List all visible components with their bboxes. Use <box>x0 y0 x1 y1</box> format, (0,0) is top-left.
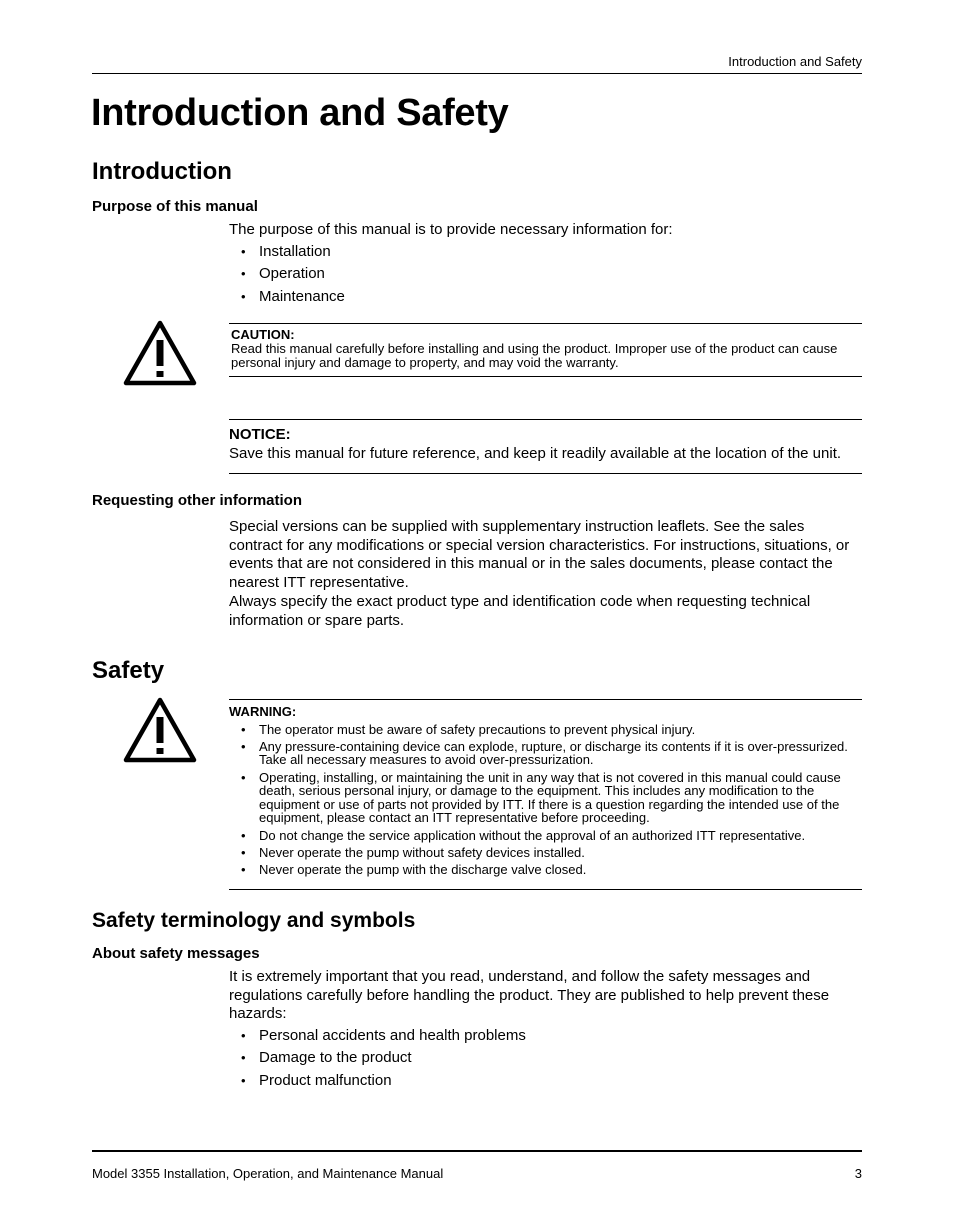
list-item: • Do not change the service application without the approval of an authorized ITT representative. <box>229 829 862 843</box>
notice-label: NOTICE: <box>229 426 291 443</box>
subheading-requesting: Requesting other information <box>92 492 302 509</box>
page-title: Introduction and Safety <box>91 92 509 134</box>
notice-text: Save this manual for future reference, and keep it readily available at the location of the unit. <box>229 444 842 462</box>
requesting-paragraph-1: Special versions can be supplied with supplementary instruction leaflets. See the sales contract for any modifications or special version characteristics. For instructions, situations, or events that are not considered in this manual or in the sales documents, please contact the nearest ITT representative. <box>229 518 850 591</box>
warning-triangle-icon <box>123 697 197 763</box>
page-number: 3 <box>854 1166 862 1181</box>
running-head: Introduction and Safety <box>728 54 862 69</box>
list-item: • Installation <box>241 243 345 265</box>
header-rule <box>92 73 862 74</box>
requesting-paragraph-2: Always specify the exact product type and identification code when requesting technical information or spare parts. <box>229 593 811 629</box>
subheading-about-safety-messages: About safety messages <box>92 945 260 962</box>
list-item: • Maintenance <box>241 288 345 310</box>
list-item: • Never operate the pump without safety devices installed. <box>229 846 862 860</box>
list-item: • The operator must be aware of safety precautions to prevent physical injury. <box>229 723 862 737</box>
subheading-purpose: Purpose of this manual <box>92 198 258 215</box>
purpose-list <box>241 243 345 310</box>
warning-list <box>229 723 862 877</box>
caution-box <box>229 323 862 377</box>
about-safety-text: It is extremely important that you read, understand, and follow the safety messages and regulations carefully before handling the product. They are published to help prevent these hazards: <box>229 968 830 1022</box>
notice-box <box>229 419 862 474</box>
list-item: • Operation <box>241 265 345 287</box>
section-heading-introduction: Introduction <box>92 158 232 185</box>
footer-manual-title: Model 3355 Installation, Operation, and Maintenance Manual <box>92 1166 444 1181</box>
list-item: • Product malfunction <box>241 1072 526 1094</box>
warning-label: WARNING: <box>229 704 297 719</box>
footer-rule <box>92 1150 862 1152</box>
subsection-heading-terminology: Safety terminology and symbols <box>92 909 416 932</box>
hazards-list <box>241 1027 526 1094</box>
section-heading-safety: Safety <box>92 657 165 684</box>
caution-label: CAUTION: <box>231 327 295 342</box>
list-item: • Personal accidents and health problems <box>241 1027 526 1049</box>
list-item: • Never operate the pump with the discharge valve closed. <box>229 863 862 877</box>
list-item: • Operating, installing, or maintaining the unit in any way that is not covered in this manual could cause death, serious personal injury, or damage to the equipment. This includes any modification to the equipment or use of parts not provided by ITT. If there is a question regarding the intended use of the equipment, please contact an ITT representative before proceeding. <box>229 771 862 825</box>
caution-text: Read this manual carefully before installing and using the product. Improper use of the product can cause personal injury and damage to property, and may void the warranty. <box>231 341 838 370</box>
purpose-lead: The purpose of this manual is to provide necessary information for: <box>229 221 673 238</box>
warning-triangle-icon <box>123 320 197 386</box>
list-item: • Damage to the product <box>241 1049 526 1071</box>
list-item: • Any pressure-containing device can explode, rupture, or discharge its contents if it is over-pressurized. Take all necessary measures to avoid over-pressurization. <box>229 740 862 767</box>
warning-box <box>229 699 862 890</box>
